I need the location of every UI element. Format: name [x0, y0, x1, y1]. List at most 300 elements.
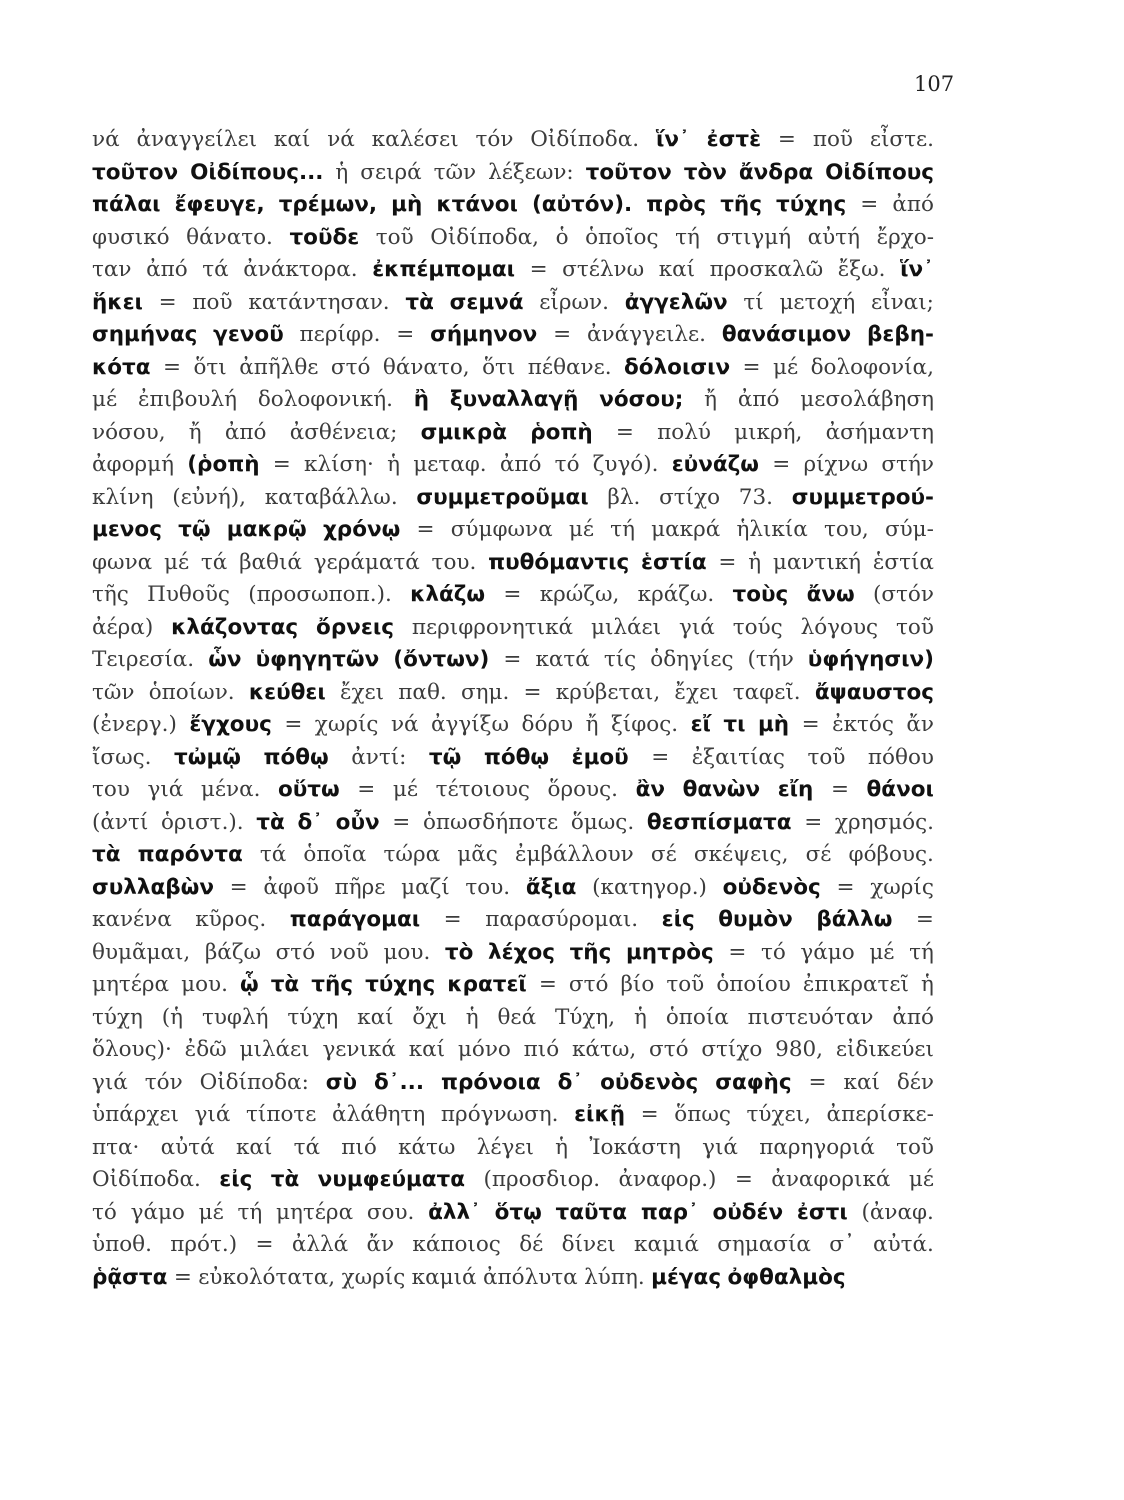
gloss-word: καί: [843, 1069, 880, 1095]
gloss-word: τά: [200, 549, 228, 575]
headword: ἄξια: [525, 874, 577, 900]
gloss-word: τίποτε: [246, 1102, 317, 1127]
gloss-word: =: [728, 939, 747, 965]
gloss-word: καί: [658, 257, 696, 282]
gloss-word: μαζί: [401, 874, 450, 900]
headword: θανὼν: [682, 777, 761, 802]
gloss-word: θεά: [497, 1004, 537, 1030]
gloss-word: δολοφονική.: [257, 387, 393, 412]
gloss-word: =: [396, 322, 415, 347]
gloss-word: =: [416, 517, 435, 542]
gloss-word: =: [860, 192, 879, 217]
headword: ταῦτα: [555, 1199, 628, 1225]
text-line: [92, 547, 934, 580]
gloss-word: ἤ: [585, 712, 599, 737]
gloss-word: =: [284, 712, 303, 737]
headword: τῆς: [720, 192, 762, 217]
gloss-word: νά: [327, 127, 355, 152]
gloss-word: πρότ.): [170, 1232, 238, 1257]
gloss-word: Τύχη,: [554, 1004, 616, 1030]
gloss-word: ἀφορμή: [92, 452, 175, 477]
gloss-word: ἄν: [366, 1232, 395, 1257]
gloss-word: παρασύρομαι.: [485, 907, 639, 932]
gloss-word: ὁποῖος: [585, 224, 659, 250]
gloss-word: τυφλή: [201, 1004, 269, 1030]
headword: ἔγχους: [189, 712, 272, 737]
gloss-word: ἀνάγγειλε.: [587, 322, 706, 347]
headword: ᾧ: [239, 972, 259, 997]
gloss-word: =: [651, 744, 670, 770]
gloss-word: βίο: [620, 972, 655, 997]
gloss-word: χωρίς: [341, 1264, 406, 1290]
gloss-word: τύχη: [287, 1004, 339, 1030]
gloss-word: γιά: [92, 1069, 128, 1095]
text-line: [92, 1099, 934, 1132]
gloss-word: στό: [275, 939, 316, 965]
headword: τὸ: [444, 939, 474, 965]
gloss-word: ἀνάκτορα.: [243, 257, 358, 282]
gloss-word: δόρυ: [521, 712, 574, 737]
gloss-word: ἔξω.: [837, 257, 886, 282]
gloss-word: σειρά: [360, 159, 422, 185]
gloss-word: καταβάλλω.: [264, 484, 398, 510]
headword: ὄρνεις: [316, 614, 394, 640]
headword: ἵν᾽: [900, 257, 934, 282]
gloss-word: 73.: [738, 484, 773, 510]
gloss-word: τόν: [144, 1069, 183, 1095]
gloss-word: σημασία: [717, 1232, 811, 1257]
headword: ξυναλλαγῇ: [449, 387, 579, 412]
gloss-word: τοῦ: [896, 1134, 934, 1160]
gloss-word: γιά: [147, 777, 184, 802]
text-line: [92, 449, 934, 482]
headword: εἴ: [690, 712, 711, 737]
gloss-word: κλίνη: [92, 484, 154, 510]
gloss-word: σύμφωνα: [450, 517, 553, 542]
gloss-word: (ἀναφ.: [861, 1199, 934, 1225]
headword: εἰς: [219, 1167, 253, 1192]
gloss-word: τοῦ: [375, 224, 414, 250]
gloss-word: στό: [649, 1037, 689, 1062]
headword: ἄψαυστος: [814, 679, 934, 705]
gloss-word: πολύ: [657, 419, 711, 445]
gloss-word: (τήν: [747, 647, 794, 672]
gloss-word: =: [915, 907, 934, 932]
gloss-word: ἐκτός: [832, 712, 894, 737]
headword: σαφὴς: [715, 1069, 792, 1095]
gloss-word: ὁριστ.).: [160, 809, 244, 835]
gloss-word: πέθανε.: [527, 354, 612, 380]
gloss-word: εἰδικεύει: [835, 1037, 934, 1062]
text-line: [92, 1229, 934, 1262]
headword: ἐστὲ: [706, 127, 762, 152]
gloss-word: τέτοιους: [435, 777, 530, 802]
gloss-word: τῆς: [92, 582, 129, 607]
gloss-word: =: [529, 257, 548, 282]
gloss-word: γάμο: [130, 1199, 185, 1225]
gloss-word: ὅρους.: [547, 777, 619, 802]
gloss-word: τό: [760, 939, 786, 965]
gloss-word: νά: [390, 712, 419, 737]
gloss-word: ὅλους)·: [92, 1037, 172, 1062]
headword: οὐδενὸς: [722, 874, 821, 900]
headword: μακρῷ: [226, 517, 307, 542]
headword: ἄνδρα: [738, 159, 814, 185]
gloss-word: τῶν: [92, 679, 135, 705]
gloss-word: λέξεων:: [488, 159, 574, 185]
headword: ἢ: [413, 387, 430, 412]
text-line: [92, 904, 934, 937]
headword: πυθόμαντις: [488, 549, 630, 575]
gloss-word: ἐπικρατεῖ: [802, 972, 909, 997]
gloss-word: =: [801, 712, 820, 737]
headword: (ῥοπὴ: [187, 452, 260, 477]
headword: τῷ: [178, 517, 211, 542]
gloss-word: =: [229, 874, 248, 900]
gloss-word: =: [538, 972, 557, 997]
headword: ἐστι: [796, 1199, 848, 1225]
text-line: [92, 384, 934, 417]
text-line: [92, 1002, 934, 1035]
headword: σεμνά: [449, 289, 524, 315]
gloss-word: =: [718, 549, 737, 575]
headword: ἐμοῦ: [571, 744, 629, 770]
gloss-word: τά: [259, 842, 287, 867]
gloss-word: ποῦ: [812, 127, 853, 152]
text-line: [92, 352, 934, 385]
headword: τοῦδε: [289, 224, 360, 250]
headword: ῥοπὴ: [530, 419, 593, 445]
headword: κρατεῖ: [447, 972, 527, 997]
headword: οὖν: [335, 809, 380, 835]
gloss-word: =: [804, 809, 823, 835]
gloss-word: βάζω: [204, 939, 262, 965]
gloss-word: λέγει: [476, 1134, 534, 1160]
headword: ἔφευγε,: [174, 192, 265, 217]
gloss-word: στίχο: [659, 484, 721, 510]
gloss-word: κρώζω,: [539, 582, 620, 607]
gloss-word: ἀπερίσκε-: [826, 1102, 934, 1127]
gloss-word: Οἰδίποδα.: [92, 1167, 201, 1192]
gloss-word: τή: [909, 939, 934, 965]
gloss-word: του.: [465, 874, 511, 900]
headword: μὴ: [757, 712, 790, 737]
gloss-word: =: [777, 127, 796, 152]
headword: μὴ: [391, 192, 423, 217]
text-line: [92, 222, 934, 255]
headword: τοῦτον: [585, 159, 672, 185]
gloss-word: περιφρονητικά: [411, 614, 574, 640]
headword: ἥκει: [92, 289, 143, 315]
gloss-word: τό: [554, 452, 580, 477]
headword: κτάνοι: [436, 192, 518, 217]
headword: θάνοι: [866, 777, 934, 802]
gloss-word: μετοχή: [779, 289, 856, 315]
gloss-word: στό: [568, 972, 609, 997]
headword: μενος: [92, 517, 162, 542]
headword: τὸν: [683, 159, 727, 185]
headword: σημήνας: [92, 322, 198, 347]
gloss-word: εἶστε.: [869, 127, 934, 152]
gloss-word: ὅτι: [482, 354, 516, 380]
text-line: [92, 839, 934, 872]
gloss-word: ἡ: [555, 1134, 569, 1160]
text-line: [92, 514, 934, 547]
gloss-word: τόν: [475, 127, 514, 152]
text-line: [92, 774, 934, 807]
gloss-word: πιό: [341, 1134, 377, 1160]
headword: ἑστία: [641, 549, 707, 575]
gloss-word: φωνα: [92, 549, 153, 575]
text-line: [92, 937, 934, 970]
gloss-word: μεσολάβηση: [800, 387, 934, 412]
gloss-word: κανένα: [92, 907, 172, 932]
gloss-word: ἐμβάλλουν: [514, 842, 634, 867]
gloss-word: (εὐνή),: [172, 484, 246, 510]
gloss-word: ἀπό: [892, 1004, 934, 1030]
gloss-word: =: [742, 354, 761, 380]
headword: κότα: [92, 354, 151, 380]
headword: κεύθει: [248, 679, 326, 705]
gloss-word: περίφρ.: [299, 322, 381, 347]
gloss-word: εἶναι;: [871, 289, 934, 315]
gloss-word: μητέρα: [92, 972, 170, 997]
text-line: [92, 287, 934, 320]
gloss-word: τύχη: [92, 1004, 143, 1030]
headword: (ὄντων): [393, 647, 490, 672]
gloss-word: =: [553, 322, 572, 347]
gloss-word: τά: [293, 1134, 321, 1160]
gloss-word: ὁποῖα: [303, 842, 367, 867]
gloss-word: σέ: [650, 842, 677, 867]
gloss-word: 980,: [775, 1037, 824, 1062]
gloss-word: αὐτά: [160, 1134, 215, 1160]
gloss-word: σημ.: [460, 679, 510, 705]
gloss-word: (ἡ: [161, 1004, 184, 1030]
gloss-word: βλ.: [607, 484, 641, 510]
gloss-word: τοῦ: [666, 972, 705, 997]
headword: πάλαι: [92, 192, 161, 217]
gloss-word: πιστευόταν: [747, 1004, 874, 1030]
gloss-word: ὅπως: [674, 1102, 731, 1127]
gloss-word: ἑστία: [872, 549, 934, 575]
gloss-word: μητέρα: [276, 1199, 354, 1225]
gloss-word: =: [392, 809, 411, 835]
headword: (αὐτόν).: [531, 192, 633, 217]
gloss-word: δέ: [519, 1232, 544, 1257]
headword: ὀφθαλμὸς: [727, 1264, 846, 1290]
gloss-word: γάμο: [800, 939, 855, 965]
gloss-word: Οἰδίποδα.: [530, 127, 640, 152]
gloss-word: (ἀντί: [92, 809, 149, 835]
gloss-word: του: [92, 777, 130, 802]
gloss-word: ταν: [92, 257, 132, 282]
gloss-word: μένα.: [200, 777, 261, 802]
headword: ἀγγελῶν: [624, 289, 728, 315]
gloss-word: ἀέρα): [92, 614, 154, 640]
gloss-word: θυμᾶμαι,: [92, 939, 191, 965]
gloss-word: στήν: [881, 452, 934, 477]
gloss-word: ἀγγίξω: [431, 712, 510, 737]
gloss-word: ἤ: [188, 419, 202, 445]
headword: εἰκῇ: [574, 1102, 626, 1127]
gloss-word: ἀπό: [737, 387, 780, 412]
gloss-word: (προσωποπ.).: [248, 582, 392, 607]
gloss-word: μαντική: [772, 549, 862, 575]
headword: ἂν: [635, 777, 666, 802]
headword: τὰ: [270, 972, 300, 997]
gloss-word: κάτω,: [571, 1037, 637, 1062]
headword: τῆς: [311, 972, 354, 997]
gloss-word: λύπη.: [584, 1264, 645, 1290]
gloss-word: κράζω.: [637, 582, 715, 607]
gloss-word: του,: [823, 517, 869, 542]
gloss-word: καί: [408, 1037, 446, 1062]
headword: τρέμων,: [278, 192, 378, 217]
headword: ἀλλ᾽: [428, 1199, 481, 1225]
gloss-word: ἀντί:: [351, 744, 407, 770]
gloss-word: ἀπῆλθε: [239, 354, 319, 380]
headword: σὺ: [325, 1069, 358, 1095]
gloss-word: σέ: [805, 842, 832, 867]
gloss-word: ἴσως.: [92, 744, 152, 770]
headword: νόσου;: [599, 387, 684, 412]
text-line: [92, 254, 934, 287]
gloss-word: μέ: [92, 387, 118, 412]
gloss-word: ἀλλά: [291, 1232, 349, 1257]
gloss-word: γιά: [702, 1134, 738, 1160]
headword: τύχης: [776, 192, 847, 217]
text-line: [92, 1164, 934, 1197]
gloss-word: μέ: [392, 777, 419, 802]
gloss-word: (προσδιορ.: [483, 1167, 601, 1192]
gloss-word: μόνο: [457, 1037, 511, 1062]
headword: παράγομαι: [289, 907, 421, 932]
gloss-word: ὄχι: [412, 1004, 447, 1030]
gloss-word: Πυθοῦς: [147, 582, 230, 607]
gloss-word: κάποιος: [412, 1232, 501, 1257]
gloss-word: βαθιά: [239, 549, 302, 575]
gloss-word: φυσικό: [92, 224, 170, 250]
headword: πόθῳ: [483, 744, 550, 770]
gloss-word: νοῦ: [329, 939, 369, 965]
headword: συλλαβὼν: [92, 874, 214, 900]
gloss-word: ἐξαιτίας: [691, 744, 785, 770]
gloss-word: δέν: [896, 1069, 934, 1095]
gloss-word: νά: [92, 127, 120, 152]
gloss-word: =: [640, 1102, 659, 1127]
gloss-word: στό: [330, 354, 371, 380]
headword: σήμηνον: [430, 322, 538, 347]
gloss-word: γεράματά: [313, 549, 420, 575]
gloss-word: =: [808, 1069, 827, 1095]
gloss-word: τή: [237, 1199, 263, 1225]
headword: θανάσιμον: [721, 322, 852, 347]
gloss-word: =: [357, 777, 376, 802]
gloss-word: μέ: [568, 517, 594, 542]
gloss-word: σ᾽: [829, 1232, 855, 1257]
gloss-word: ἔρχο-: [876, 224, 934, 250]
headword: τύχης: [365, 972, 436, 997]
text-line: [92, 482, 934, 515]
headword: εὐνάζω: [671, 452, 759, 477]
headword: θυμὸν: [718, 907, 793, 932]
headword: κλάζοντας: [171, 614, 299, 640]
gloss-word: ἡ: [921, 972, 934, 997]
gloss-word: ἀναφορικά: [771, 1167, 891, 1192]
gloss-word: τώρα: [383, 842, 441, 867]
headword: τὰ: [270, 1167, 300, 1192]
gloss-word: ρίχνω: [803, 452, 869, 477]
gloss-word: ἡ: [465, 1004, 479, 1030]
gloss-word: νόσου,: [92, 419, 166, 445]
gloss-word: (κατηγορ.): [592, 874, 707, 900]
gloss-word: παρηγοριά: [759, 1134, 875, 1160]
gloss-word: στίχο: [701, 1037, 763, 1062]
headword: Οἰδίπους...: [190, 159, 324, 185]
gloss-word: καλέσει: [371, 127, 459, 152]
gloss-word: καί: [273, 127, 311, 152]
gloss-word: ἐδῶ: [184, 1037, 227, 1062]
headword: συμμετρού-: [791, 484, 934, 510]
gloss-word: ἀλάθητη: [332, 1102, 426, 1127]
headword: δ᾽: [557, 1069, 584, 1095]
gloss-word: τούς: [732, 614, 783, 640]
gloss-word: ἡ: [335, 159, 349, 185]
headword: βάλλω: [816, 907, 893, 932]
text-line: [92, 742, 934, 775]
gloss-word: πτα·: [92, 1134, 140, 1160]
gloss-word: μέ: [908, 1167, 934, 1192]
headword: εἴη: [777, 777, 814, 802]
headword: ὑφήγησιν): [807, 647, 934, 672]
gloss-word: παθ.: [398, 679, 447, 705]
gloss-word: θάνατο.: [186, 224, 273, 250]
gloss-word: χωρίς: [870, 874, 934, 900]
gloss-word: ὁποίων.: [148, 679, 235, 705]
headword: ὧν: [208, 647, 242, 672]
gloss-word: τύχει,: [746, 1102, 811, 1127]
gloss-word: καί: [357, 1004, 394, 1030]
headword: κλάζω: [410, 582, 486, 607]
headword: πρόνοια: [440, 1069, 541, 1095]
gloss-word: ἄν: [906, 712, 934, 737]
gloss-word: ὅμως.: [570, 809, 635, 835]
gloss-word: σου.: [366, 1199, 415, 1225]
gloss-word: καμιά: [634, 1232, 699, 1257]
gloss-word: εὐκολότατα,: [198, 1264, 336, 1290]
gloss-word: Τειρεσία.: [92, 647, 195, 672]
headword: γενοῦ: [213, 322, 284, 347]
gloss-word: Οἰδίποδα:: [199, 1069, 309, 1095]
gloss-word: λόγους: [800, 614, 879, 640]
gloss-word: =: [173, 1264, 192, 1290]
headword: ἄνω: [806, 582, 855, 607]
gloss-word: Οἰδίποδα,: [430, 224, 540, 250]
headword: σμικρὰ: [420, 419, 507, 445]
gloss-word: τοῦ: [895, 614, 934, 640]
gloss-word: ἐπιβουλή: [137, 387, 237, 412]
headword: συμμετροῦμαι: [416, 484, 589, 510]
gloss-word: τῶν: [433, 159, 477, 185]
text-line: [92, 579, 934, 612]
gloss-word: μέ: [198, 1199, 224, 1225]
gloss-word: ἀσήμαντη: [825, 419, 934, 445]
gloss-word: του.: [431, 549, 477, 575]
gloss-word: μιλάει: [239, 1037, 310, 1062]
gloss-word: ἡ: [387, 452, 400, 477]
gloss-word: αὐτά.: [873, 1232, 934, 1257]
